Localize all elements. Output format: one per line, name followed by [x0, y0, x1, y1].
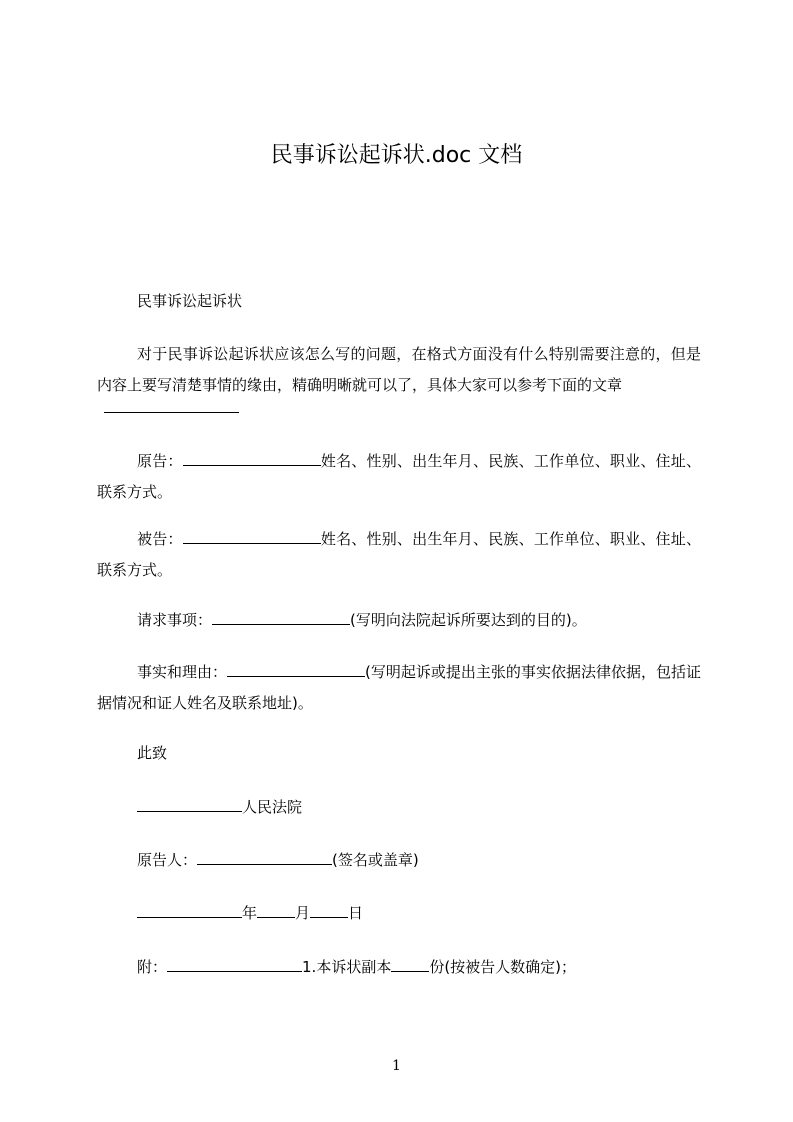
year-blank [137, 903, 242, 918]
defendant-label: 被告： [137, 530, 183, 548]
page-number: 1 [392, 1058, 401, 1074]
month-blank [257, 903, 295, 918]
intro-paragraph: 对于民事诉讼起诉状应该怎么写的问题，在格式方面没有什么特别需要注意的，但是内容上要写清楚事情的缘由，精确明晰就可以了，具体大家可以参考下面的文章 [97, 345, 701, 394]
defendant-description: 姓名、性别、出生年月、民族、工作单位、职业、住址、联系方式。 [97, 530, 701, 579]
defendant-name-blank [183, 529, 321, 544]
defendant-paragraph [97, 524, 701, 586]
document-title: 民事诉讼起诉状.doc 文档 [270, 143, 523, 168]
signer-note: (签名或盖章) [332, 851, 419, 869]
date-day-label: 日 [348, 904, 364, 922]
plaintiff-name-blank [183, 451, 321, 466]
court-name-blank [137, 797, 242, 812]
date-line [137, 903, 363, 923]
signer-line [137, 850, 419, 870]
salutation: 此致 [137, 744, 168, 762]
attachment-copies-blank [391, 957, 429, 972]
day-blank [310, 903, 348, 918]
facts-description: (写明起诉或提出主张的事实依据法律依据，包括证据情况和证人姓名及联系地址)。 [97, 663, 701, 712]
attachment-line [137, 957, 576, 977]
court-suffix: 人民法院 [242, 798, 303, 816]
plaintiff-label: 原告： [137, 452, 183, 470]
date-year-label: 年 [242, 904, 258, 922]
signer-blank [197, 850, 332, 865]
attachment-copies-unit: 份(按被告人数确定)； [429, 958, 577, 976]
plaintiff-description: 姓名、性别、出生年月、民族、工作单位、职业、住址、联系方式。 [97, 452, 701, 501]
document-heading: 民事诉讼起诉状 [137, 292, 243, 310]
signer-label: 原告人： [137, 851, 198, 869]
claims-line [137, 610, 587, 630]
attachment-blank [167, 957, 302, 972]
attachment-label: 附： [137, 958, 168, 976]
court-line [137, 797, 302, 817]
facts-blank [227, 662, 365, 677]
date-month-label: 月 [295, 904, 311, 922]
facts-paragraph [97, 657, 701, 719]
attachment-item: 1.本诉状副本 [302, 958, 392, 976]
claims-label: 请求事项： [137, 611, 213, 629]
plaintiff-paragraph [97, 446, 701, 508]
intro-underline-rule [104, 412, 239, 413]
claims-blank [212, 610, 350, 625]
facts-label: 事实和理由： [137, 663, 228, 681]
claims-description: (写明向法院起诉所要达到的目的)。 [350, 611, 587, 629]
